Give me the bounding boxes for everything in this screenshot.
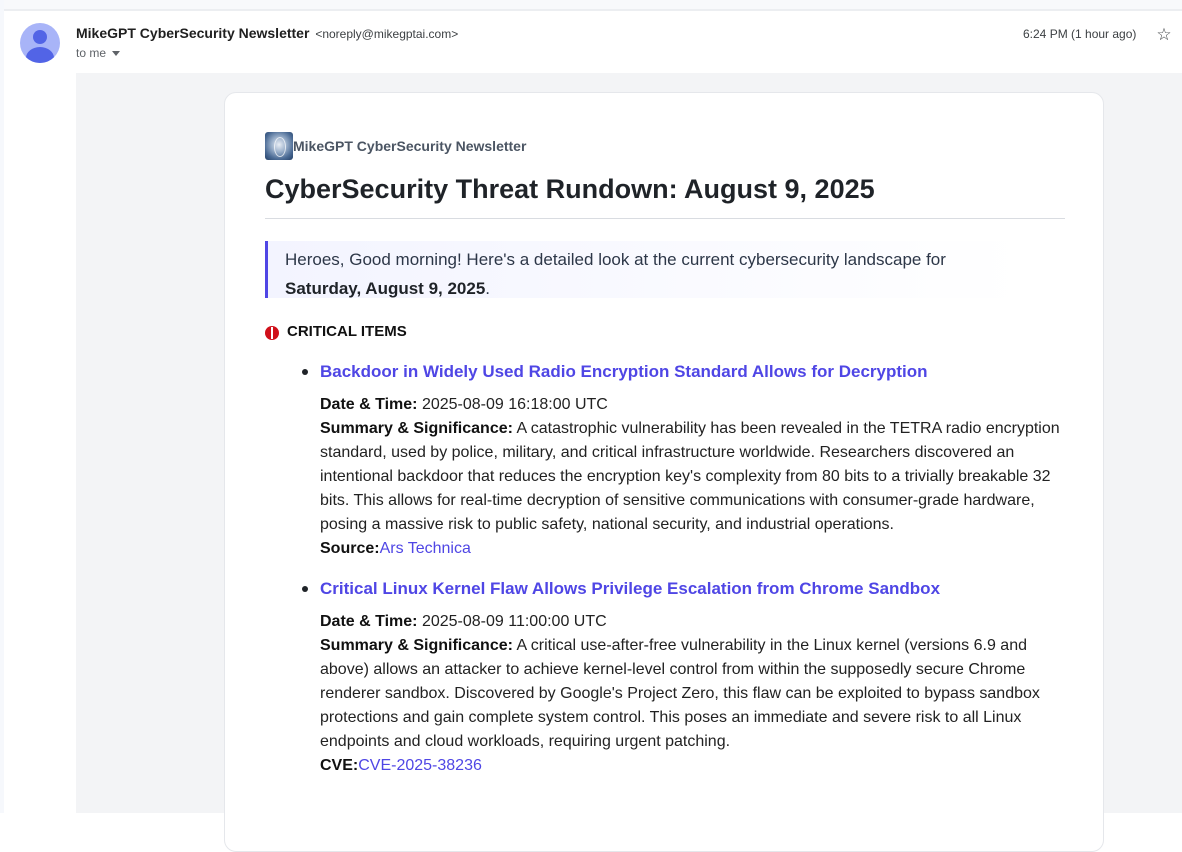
item-date-value: 2025-08-09 11:00:00 UTC: [417, 613, 607, 630]
left-gutter: [0, 0, 4, 813]
section-heading-label: CRITICAL ITEMS: [287, 323, 407, 340]
item-cve-line: [320, 754, 1065, 778]
avatar-head-shape: [33, 30, 47, 44]
date-time-label: Date & Time:: [320, 613, 418, 630]
title-divider: [265, 218, 1065, 219]
item-summary-value: A critical use-after-free vulnerability in the Linux kernel (versions 6.9 and above) allows an attacker to achieve kernel-level control from within the supposedly secure Chrome renderer sandbox. Discovered by Google's Project Zero, this flaw can be exploited to bypass sandbox protections and gain complete system control. This poses an immediate and severe risk to all Linux endpoints and cloud workloads, requiring urgent patching.: [320, 637, 1040, 750]
email-body: [76, 73, 1182, 813]
intro-text: Heroes, Good morning! Here's a detailed look at the current cybersecurity landscape for: [285, 250, 946, 269]
brand-logo: [265, 132, 293, 160]
item-summary-line: [320, 634, 1065, 754]
source-link[interactable]: Ars Technica: [379, 540, 471, 557]
brand-row: [265, 132, 526, 160]
item-date-line: [320, 393, 1065, 417]
intro-date: Saturday, August 9, 2025: [285, 279, 486, 298]
sender-avatar[interactable]: [20, 23, 60, 63]
avatar-body-shape: [26, 47, 54, 63]
item-date-line: [320, 610, 1065, 634]
star-icon[interactable]: ☆: [1156, 25, 1172, 44]
summary-label: Summary & Significance:: [320, 420, 513, 437]
item-title-link[interactable]: Critical Linux Kernel Flaw Allows Privilege Escalation from Chrome Sandbox: [320, 579, 941, 598]
sender-email: <noreply@mikegptai.com>: [315, 27, 459, 41]
recipient-label: to me: [76, 46, 107, 60]
item-details: [320, 393, 1065, 561]
summary-label: Summary & Significance:: [320, 637, 513, 654]
newsletter-card: [224, 92, 1104, 852]
intro-callout: [265, 241, 1025, 298]
critical-items-list: [265, 357, 1065, 791]
item-summary-line: [320, 417, 1065, 537]
brand-name: MikeGPT CyberSecurity Newsletter: [293, 138, 527, 154]
item-details: [320, 610, 1065, 778]
critical-items-heading: [265, 323, 407, 340]
sender-name[interactable]: MikeGPT CyberSecurity Newsletter: [76, 25, 310, 41]
list-item: [265, 357, 1065, 561]
sender-line: [76, 25, 458, 41]
chevron-down-icon[interactable]: [112, 51, 120, 56]
bullet-icon: [302, 369, 308, 375]
list-item: [265, 574, 1065, 778]
cve-link[interactable]: CVE-2025-38236: [358, 757, 482, 774]
cve-label: CVE:: [320, 757, 359, 774]
red-circle-icon: [265, 326, 279, 340]
email-header: [0, 11, 1182, 73]
newsletter-title: CyberSecurity Threat Rundown: August 9, 2025: [265, 174, 875, 204]
recipient-details-toggle[interactable]: [76, 46, 120, 60]
email-timestamp: 6:24 PM (1 hour ago): [1023, 27, 1137, 41]
item-summary-value: A catastrophic vulnerability has been revealed in the TETRA radio encryption standard, used by police, military, and critical infrastructure worldwide. Researchers discovered an intentional backdoor that reduces the encryption key's complexity from 80 bits to a trivially breakable 32 bits. This allows for real-time decryption of sensitive communications with consumer-grade hardware, posing a massive risk to public safety, national security, and industrial operations.: [320, 420, 1060, 533]
item-date-value: 2025-08-09 16:18:00 UTC: [417, 396, 608, 413]
item-title-link[interactable]: Backdoor in Widely Used Radio Encryption Standard Allows for Decryption: [320, 362, 928, 381]
item-source-line: [320, 537, 1065, 561]
source-label: Source:: [320, 540, 380, 557]
intro-end: .: [485, 279, 491, 298]
window-top-bar: [0, 0, 1182, 11]
date-time-label: Date & Time:: [320, 396, 418, 413]
bullet-icon: [302, 586, 308, 592]
